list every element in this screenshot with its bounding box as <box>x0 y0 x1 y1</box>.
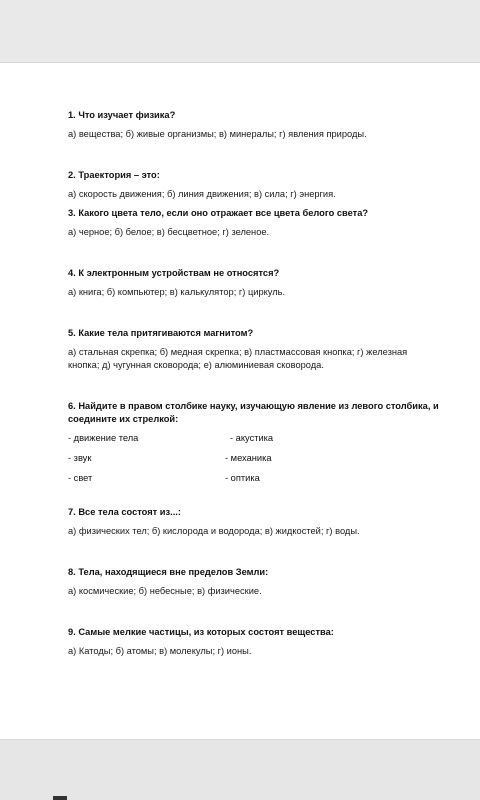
quiz-content <box>68 109 446 658</box>
answer-5-line-1: а) стальная скрепка; б) медная скрепка; в) пластмассовая кнопка; г) железная <box>68 347 408 357</box>
match-right-item: - оптика <box>225 473 260 483</box>
viewer-top-bar <box>0 0 480 62</box>
match-right-item: - акустика <box>230 433 274 443</box>
scroll-indicator <box>53 796 67 800</box>
question-8: 8. Тела, находящиеся вне пределов Земли: <box>68 567 269 577</box>
answer-4: а) книга; б) компьютер; в) калькулятор; г) циркуль. <box>68 287 286 297</box>
match-left-item: - звук <box>68 453 92 463</box>
question-6-line-2: соедините их стрелкой: <box>68 414 179 424</box>
question-7: 7. Все тела состоят из...: <box>68 507 181 517</box>
answer-3: а) черное; б) белое; в) бесцветное; г) зеленое. <box>68 227 270 237</box>
question-1: 1. Что изучает физика? <box>68 110 176 120</box>
match-right-item: - механика <box>225 453 272 463</box>
viewer-bottom-bar <box>0 740 480 800</box>
question-5: 5. Какие тела притягиваются магнитом? <box>68 328 254 338</box>
answer-1: а) вещества; б) живые организмы; в) минералы; г) явления природы. <box>68 129 367 139</box>
question-4: 4. К электронным устройствам не относятся? <box>68 268 280 278</box>
question-3: 3. Какого цвета тело, если оно отражает все цвета белого света? <box>68 208 369 218</box>
match-row <box>68 472 446 492</box>
answer-7: а) физических тел; б) кислорода и водорода; в) жидкостей; г) воды. <box>68 526 360 536</box>
question-9: 9. Самые мелкие частицы, из которых состоят вещества: <box>68 627 334 637</box>
answer-2: а) скорость движения; б) линия движения; в) сила; г) энергия. <box>68 189 336 199</box>
match-row <box>68 432 446 452</box>
answer-5-line-2: кнопка; д) чугунная сковорода; е) алюминиевая сковорода. <box>68 360 324 370</box>
match-left-item: - движение тела <box>68 433 139 443</box>
question-2: 2. Траектория – это: <box>68 170 160 180</box>
document-page <box>0 62 480 740</box>
match-row <box>68 452 446 472</box>
answer-9: а) Катоды; б) атомы; в) молекулы; г) ионы. <box>68 646 252 656</box>
answer-8: а) космические; б) небесные; в) физические. <box>68 586 262 596</box>
match-left-item: - свет <box>68 473 93 483</box>
question-6-line-1: 6. Найдите в правом столбике науку, изучающую явление из левого столбика, и <box>68 401 439 411</box>
